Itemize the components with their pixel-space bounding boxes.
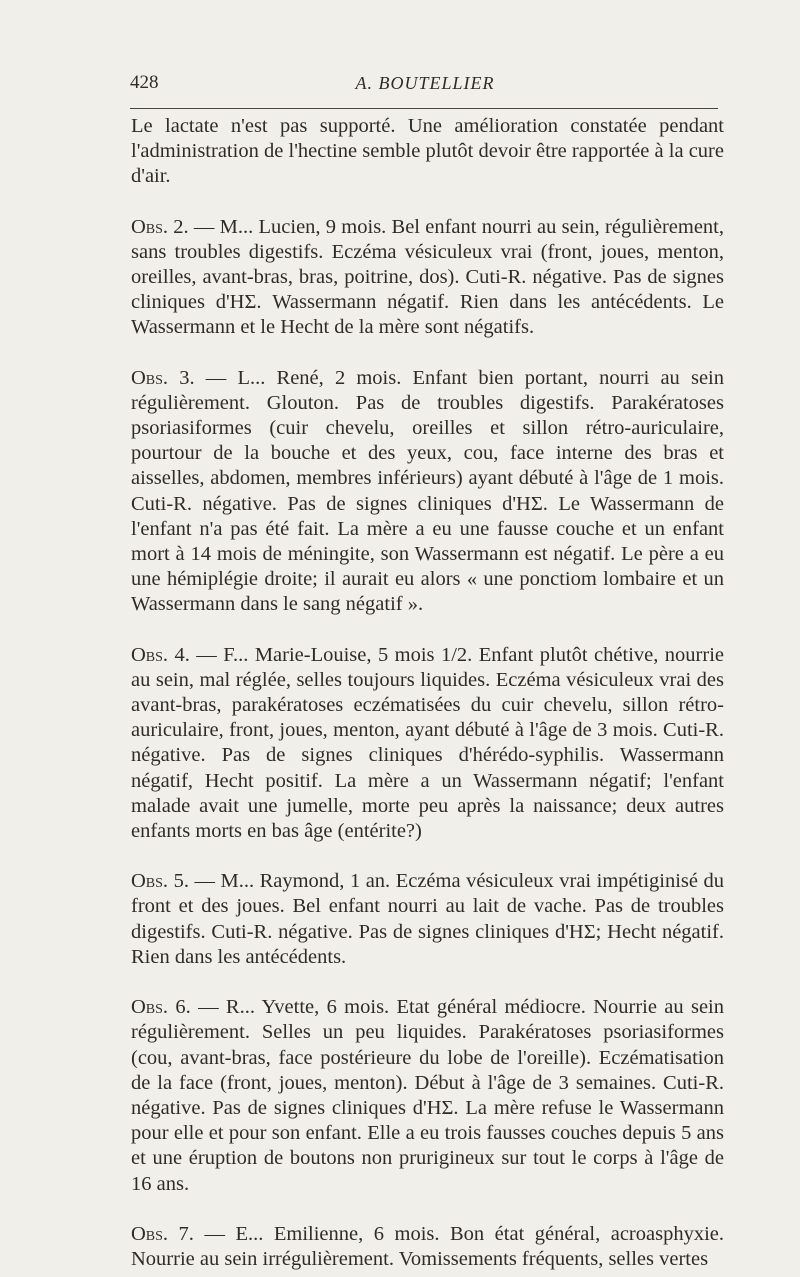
header-rule [130,108,718,109]
page-header [130,70,720,100]
paragraph-text: — R... Yvette, 6 mois. Etat général médiocre. Nourrie au sein régulièrement. Selles un peu liquides. Parakératoses psoriasiformes (cou, avant-bras, face postérieure du lobe de l'oreille). Eczématisation de la face (front, joues, menton). Début à l'âge de 3 semaines. Cuti-R. négative. Pas de signes cliniques d'HΣ. La mère refuse le Wassermann pour elle et pour son enfant. Elle a eu trois fausses couches depuis 5 ans et une éruption de boutons non prurigineux sur tout le corps à l'âge de 16 ans. [131,996,724,1195]
observation-label: Obs. 2. [131,215,189,238]
running-head-author: A. BOUTELLIER [355,73,495,93]
observation-label: Obs. 6. [131,996,191,1019]
paragraph-text: — M... Lucien, 9 mois. Bel enfant nourri au sein, régulièrement, sans troubles digestifs. Eczéma vésiculeux vrai (front, joues, menton, oreilles, avant-bras, bras, poitrine, dos). Cuti-R. négative. Pas de signes cliniques d'HΣ. Wassermann négatif. Rien dans les antécédents. Le Wassermann et le Hecht de la mère sont négatifs. [131,215,724,339]
observation-label: Obs. 7. [131,1222,194,1245]
paragraph-text: — M... Raymond, 1 an. Eczéma vésiculeux vrai impétiginisé du front et des joues. Bel enfant nourri au lait de vache. Pas de troubles digestifs. Cuti-R. négative. Pas de signes cliniques d'HΣ; Hecht négatif. Rien dans les antécédents. [131,870,724,968]
paragraph-text: — F... Marie-Louise, 5 mois 1/2. Enfant plutôt chétive, nourrie au sein, mal réglée, selles toujours liquides. Eczéma vésiculeux vrai des avant-bras, parakératoses eczématisées du cuir chevelu, sillon rétro-auriculaire, front, joues, menton, ayant débuté à l'âge de 3 mois. Cuti-R. négative. Pas de signes cliniques d'hérédo-syphilis. Wassermann négatif, Hecht positif. La mère a un Wassermann négatif; l'enfant malade avait une jumelle, morte peu après la naissance; deux autres enfants morts en bas âge (entérite?) [131,643,724,843]
observation-4 [131,643,724,845]
paragraph-text: — L... René, 2 mois. Enfant bien portant, nourri au sein régulièrement. Glouton. Pas de troubles digestifs. Parakératoses psoriasiformes (cuir chevelu, oreilles et sillon rétro-auriculaire, pourtour de la bouche et des yeux, cou, face interne des bras et aisselles, abdomen, membres inférieurs) ayant débuté à l'âge de 1 mois. Cuti-R. négative. Pas de signes cliniques d'HΣ. Le Wassermann de l'enfant n'a pas été fait. La mère a eu une fausse couche et un enfant mort à 14 mois de méningite, son Wassermann est négatif. Le père a eu une hémiplégie droite; il aurait eu alors « une ponctiom lombaire et un Wassermann dans le sang négatif ». [131,366,724,616]
observation-5 [131,869,724,970]
page-number: 428 [130,72,159,93]
observation-6 [131,995,724,1197]
observation-2 [131,215,724,341]
observation-7 [131,1222,724,1272]
observation-label: Obs. 5. [131,870,189,893]
observation-label: Obs. 4. [131,643,190,666]
paragraph-text: — E... Emilienne, 6 mois. Bon état général, acroasphyxie. Nourrie au sein irrégulièrement. Vomissements fréquents, selles vertes [131,1222,724,1270]
observation-3 [131,366,724,618]
paragraph-text: Le lactate n'est pas supporté. Une amélioration constatée pendant l'administration de l'hectine semble plutôt devoir être rapportée à la cure d'air. [131,115,724,188]
body-text [131,114,724,1272]
observation-label: Obs. 3. [131,366,195,389]
paragraph-intro [131,114,724,190]
